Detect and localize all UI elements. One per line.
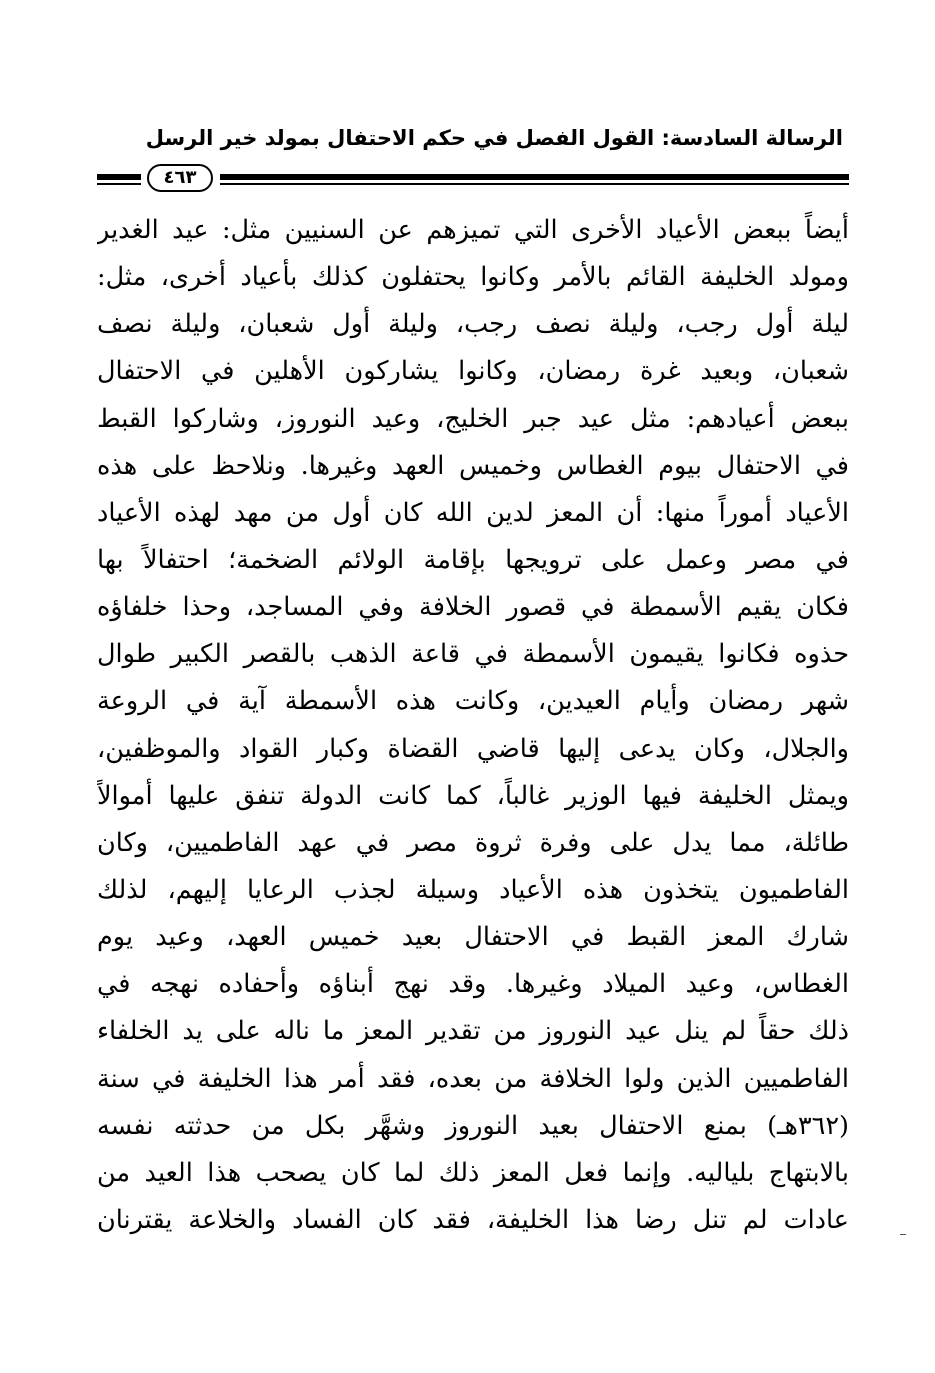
text-line: شهر رمضان وأيام العيدين، وكانت هذه الأسمطة آية في الروعة xyxy=(97,686,849,717)
text-line: ليلة أول رجب، وليلة نصف رجب، وليلة أول شعبان، وليلة نصف xyxy=(97,309,849,340)
text-line: شارك المعز القبط في الاحتفال بعيد خميس العهد، وعيد يوم xyxy=(97,922,849,953)
text-line: بالابتهاج بلياليه. وإنما فعل المعز ذلك لما كان يصحب هذا العيد من xyxy=(97,1157,849,1188)
body-text xyxy=(97,207,849,1244)
page-number: ٤٦٣ xyxy=(147,164,213,192)
text-line: فكان يقيم الأسمطة في قصور الخلافة وفي المساجد، وحذا خلفاؤه xyxy=(97,592,849,623)
text-line: أيضاً ببعض الأعياد الأخرى التي تميزهم عن السنيين مثل: عيد الغدير xyxy=(97,215,849,245)
scan-mark xyxy=(900,1234,906,1235)
text-line: ويمثل الخليفة فيها الوزير غالباً، كما كانت الدولة تنفق عليها أموالاً xyxy=(97,780,849,811)
text-line: شعبان، وبعيد غرة رمضان، وكانوا يشاركون الأهلين في الاحتفال xyxy=(97,356,849,387)
header-rule xyxy=(97,164,849,192)
text-line: في الاحتفال بيوم الغطاس وخميس العهد وغيرها. ونلاحظ على هذه xyxy=(97,450,849,481)
text-line: الأعياد أموراً منها: أن المعز لدين الله كان أول من مهد لهذه الأعياد xyxy=(97,497,849,528)
text-line: ومولد الخليفة القائم بالأمر وكانوا يحتفلون كذلك بأعياد أخرى، مثل: xyxy=(97,262,849,293)
text-line: طائلة، مما يدل على وفرة ثروة مصر في عهد الفاطميين، وكان xyxy=(97,827,849,858)
header-rule-left-segment xyxy=(97,174,141,180)
text-line: حذوه فكانوا يقيمون الأسمطة في قاعة الذهب بالقصر الكبير طوال xyxy=(97,639,849,670)
text-line: في مصر وعمل على ترويجها بإقامة الولائم الضخمة؛ احتفالاً بها xyxy=(97,544,849,575)
text-line: عادات لم تنل رضا هذا الخليفة، فقد كان الفساد والخلاعة يقترنان xyxy=(97,1204,849,1235)
text-line: الفاطميون يتخذون هذه الأعياد وسيلة لجذب الرعايا إليهم، لذلك xyxy=(97,874,849,905)
text-line: ذلك حقاً لم ينل عيد النوروز من تقدير المعز ما ناله على يد الخلفاء xyxy=(97,1016,849,1047)
text-line: والجلال، وكان يدعى إليها قاضي القضاة وكبار القواد والموظفين، xyxy=(97,733,849,764)
text-line: ببعض أعيادهم: مثل عيد جبر الخليج، وعيد النوروز، وشاركوا القبط xyxy=(97,403,849,434)
text-line: (٣٦٢هـ) بمنع الاحتفال بعيد النوروز وشهَّر بكل من حدثته نفسه xyxy=(97,1110,849,1141)
text-line: الفاطميين الذين ولوا الخلافة من بعده، فقد أمر هذا الخليفة في سنة xyxy=(97,1063,849,1094)
running-header-title: الرسالة السادسة: القول الفصل في حكم الاحتفال بمولد خير الرسل xyxy=(145,126,843,150)
header-rule-right-segment xyxy=(220,174,849,180)
text-line: الغطاس، وعيد الميلاد وغيرها. وقد نهج أبناؤه وأحفاده نهجه في xyxy=(97,969,849,1000)
